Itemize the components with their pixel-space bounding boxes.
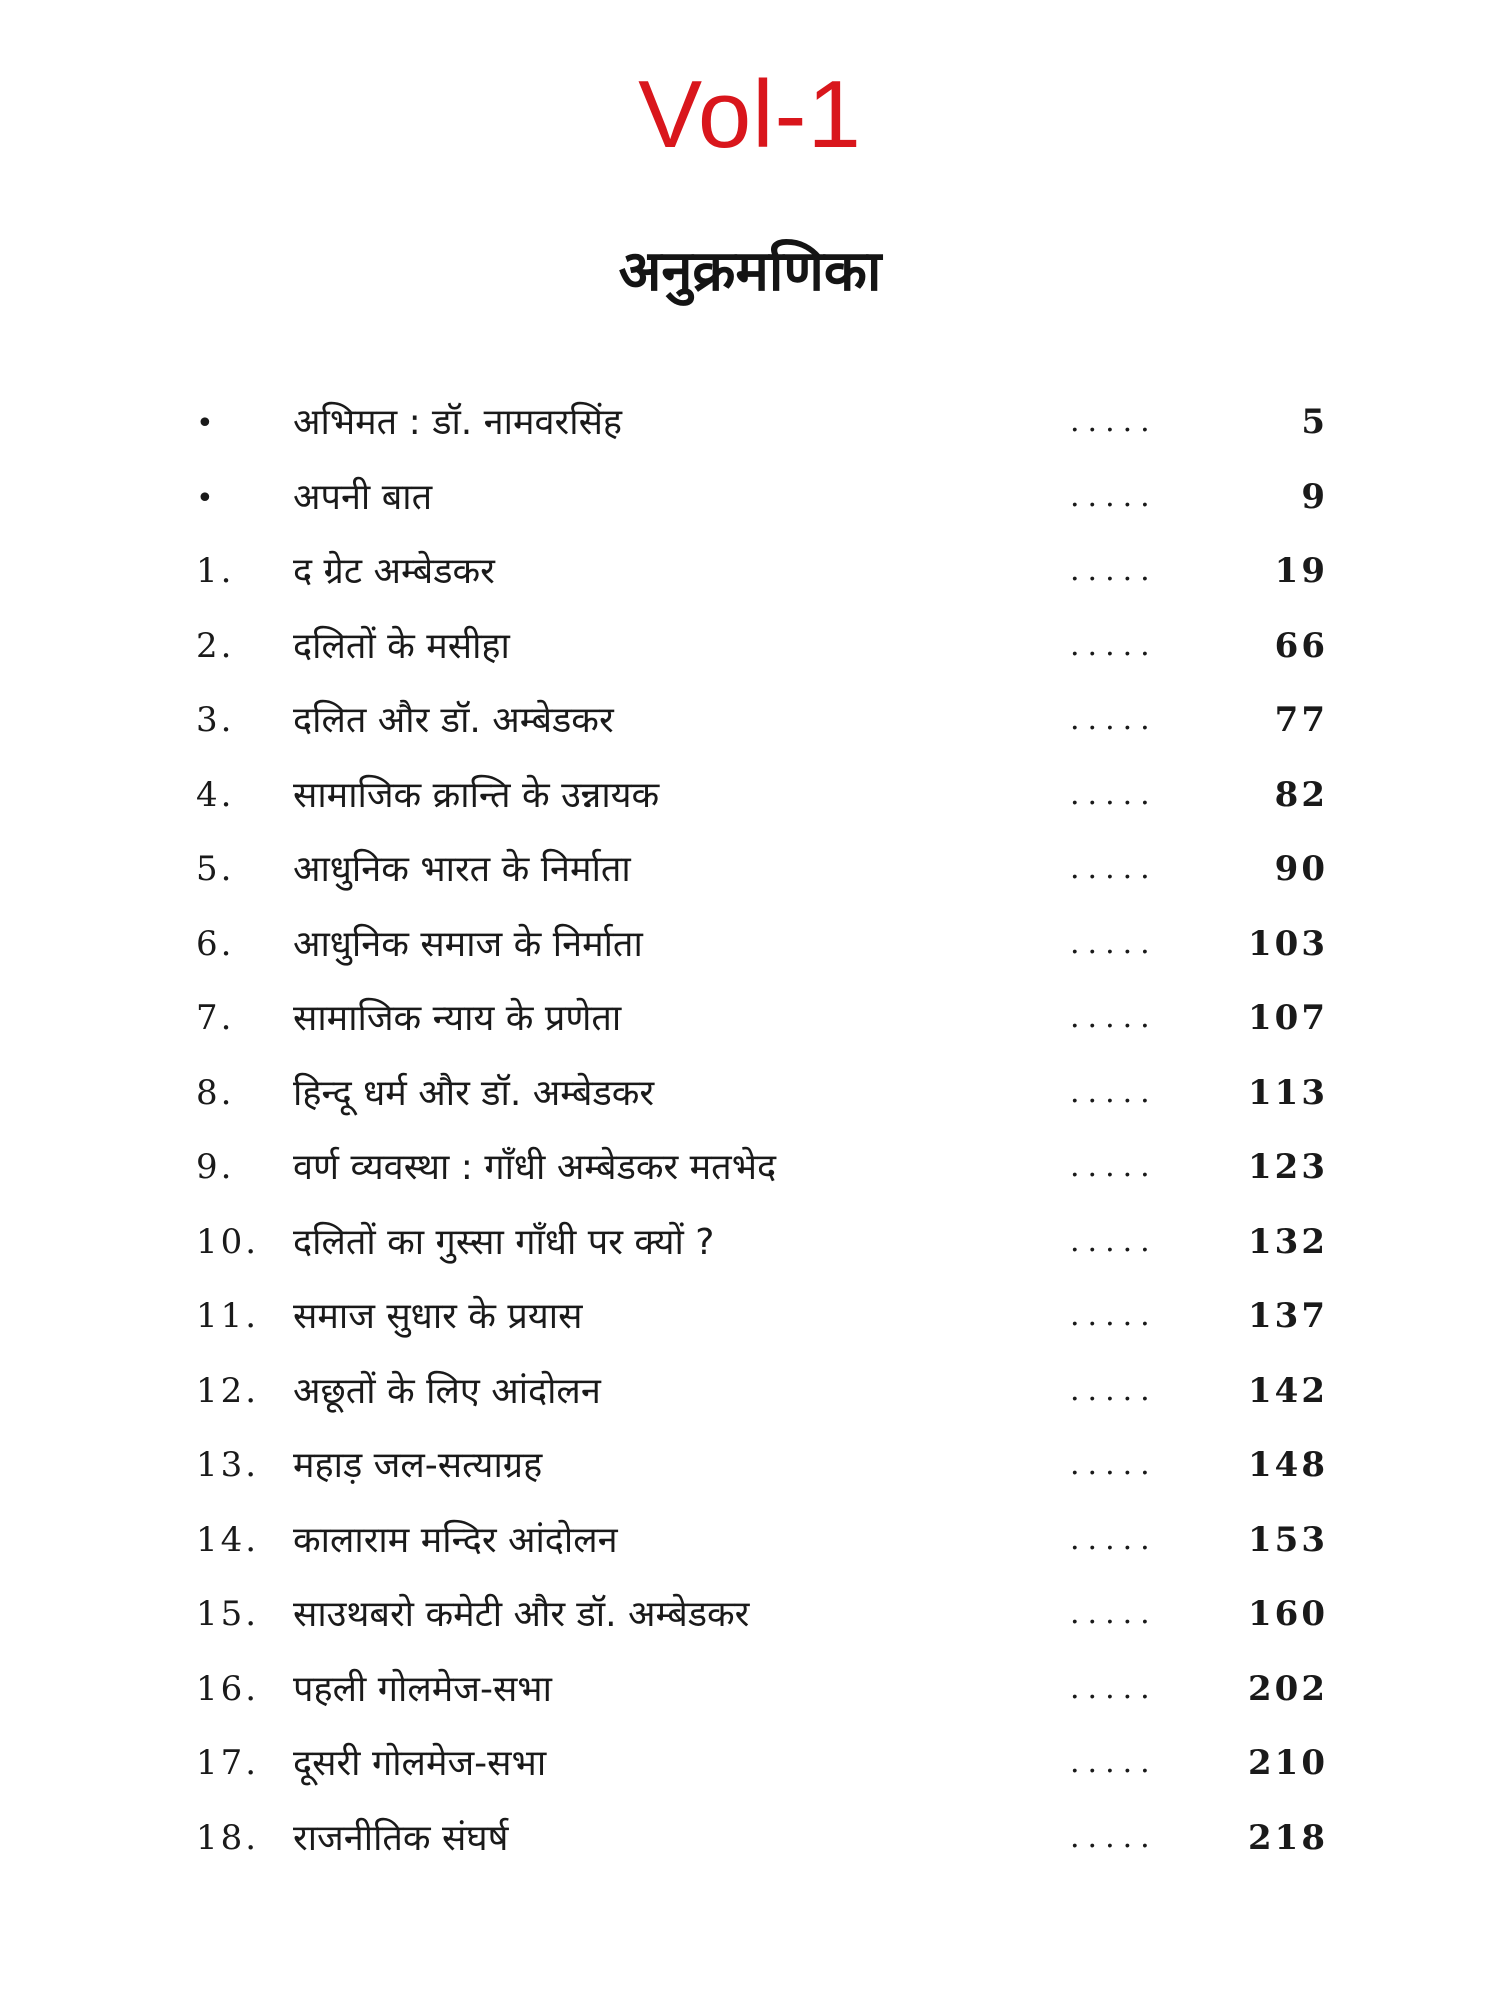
toc-entry-title: वर्ण व्यवस्था : गाँधी अम्बेडकर मतभेद: [293, 1147, 777, 1188]
toc-entry-number: 17.: [196, 1743, 260, 1783]
toc-entry-title: समाज सुधार के प्रयास: [293, 1296, 583, 1337]
toc-leader-dots: .....: [1070, 1149, 1158, 1184]
toc-entry-title: अभिमत : डॉ. नामवरसिंह: [293, 402, 623, 443]
toc-leader-dots: .....: [1070, 478, 1158, 514]
toc-entry: [0, 1508, 1500, 1583]
table-of-contents: [0, 390, 1500, 1880]
toc-entry-number: 12.: [196, 1370, 260, 1411]
toc-bullet: •: [196, 480, 217, 516]
toc-leader-dots: .....: [1070, 702, 1158, 737]
toc-leader-dots: .....: [1070, 1000, 1158, 1035]
toc-entry-title: साउथबरो कमेटी और डॉ. अम्बेडकर: [293, 1594, 750, 1635]
toc-entry-number: 8.: [196, 1072, 235, 1113]
toc-leader-dots: .....: [1070, 1074, 1158, 1110]
toc-leader-dots: .....: [1070, 1372, 1158, 1408]
toc-entry-title: दलित और डॉ. अम्बेडकर: [293, 700, 614, 741]
toc-entry-number: 3.: [196, 700, 235, 740]
toc-entry: [0, 1061, 1500, 1136]
toc-leader-dots: .....: [1070, 925, 1158, 961]
toc-entry-title: राजनीतिक संघर्ष: [293, 1817, 509, 1859]
toc-page-number: 113: [1248, 1072, 1328, 1113]
toc-entry: [0, 1731, 1500, 1806]
toc-entry: [0, 1806, 1500, 1881]
toc-entry-title: दलितों के मसीहा: [293, 625, 510, 667]
toc-leader-dots: .....: [1070, 1596, 1158, 1631]
toc-page-number: 137: [1248, 1296, 1328, 1336]
toc-entry-number: 1.: [196, 551, 235, 591]
toc-entry-number: 15.: [196, 1594, 260, 1634]
toc-leader-dots: .....: [1070, 553, 1158, 588]
toc-entry-title: सामाजिक क्रान्ति के उन्नायक: [293, 774, 660, 816]
toc-entry-title: अछूतों के लिए आंदोलन: [293, 1370, 601, 1412]
toc-entry-number: 2.: [196, 625, 235, 666]
toc-entry-title: आधुनिक समाज के निर्माता: [293, 923, 643, 965]
toc-entry-number: 9.: [196, 1147, 235, 1187]
toc-page-number: 210: [1248, 1743, 1328, 1783]
toc-entry-number: 14.: [196, 1519, 260, 1560]
toc-entry-number: 7.: [196, 998, 235, 1038]
toc-entry-title: दूसरी गोलमेज-सभा: [293, 1743, 547, 1784]
toc-leader-dots: .....: [1070, 1521, 1158, 1557]
toc-entry-number: 10.: [196, 1221, 260, 1262]
toc-entry-number: 13.: [196, 1445, 260, 1485]
toc-leader-dots: .....: [1070, 627, 1158, 663]
toc-leader-dots: .....: [1070, 851, 1158, 886]
toc-entry-title: हिन्दू धर्म और डॉ. अम्बेडकर: [293, 1072, 655, 1114]
toc-entry-title: द ग्रेट अम्बेडकर: [293, 551, 495, 592]
toc-entry-title: आधुनिक भारत के निर्माता: [293, 849, 631, 890]
toc-entry: [0, 1359, 1500, 1434]
toc-page-number: 202: [1248, 1668, 1328, 1709]
toc-entry-number: 11.: [196, 1296, 260, 1336]
toc-entry: [0, 1135, 1500, 1210]
toc-entry: [0, 688, 1500, 763]
toc-page-number: 66: [1274, 625, 1328, 666]
toc-page-number: 218: [1248, 1817, 1328, 1858]
toc-page-number: 153: [1248, 1519, 1328, 1560]
toc-entry: [0, 986, 1500, 1061]
toc-page-number: 123: [1248, 1147, 1328, 1187]
toc-leader-dots: .....: [1070, 1298, 1158, 1333]
toc-bullet: •: [196, 406, 217, 441]
toc-page-number: 77: [1274, 700, 1328, 740]
toc-entry-title: सामाजिक न्याय के प्रणेता: [293, 998, 622, 1039]
toc-entry: [0, 539, 1500, 614]
toc-entry: [0, 1210, 1500, 1285]
toc-entry-number: 18.: [196, 1817, 260, 1858]
toc-leader-dots: .....: [1070, 1447, 1158, 1482]
toc-entry-number: 5.: [196, 849, 235, 889]
toc-entry: [0, 1284, 1500, 1359]
toc-page-number: 5: [1301, 402, 1328, 442]
toc-entry-title: पहली गोलमेज-सभा: [293, 1668, 552, 1710]
toc-entry: [0, 614, 1500, 689]
toc-page-number: 132: [1248, 1221, 1328, 1262]
toc-entry: [0, 763, 1500, 838]
toc-leader-dots: .....: [1070, 1670, 1158, 1706]
toc-page-number: 90: [1274, 849, 1328, 889]
toc-leader-dots: .....: [1070, 1819, 1158, 1855]
volume-label: Vol-1: [638, 61, 862, 168]
toc-entry-number: 6.: [196, 923, 235, 964]
toc-page-number: 82: [1274, 774, 1328, 815]
toc-entry: [0, 912, 1500, 987]
toc-entry-title: दलितों का गुस्सा गाँधी पर क्यों ?: [293, 1221, 715, 1263]
toc-leader-dots: .....: [1070, 776, 1158, 812]
toc-page-number: 9: [1301, 476, 1328, 517]
toc-entry-title: अपनी बात: [293, 476, 433, 518]
toc-entry-title: महाड़ जल-सत्याग्रह: [293, 1445, 543, 1486]
toc-entry: [0, 465, 1500, 540]
toc-entry-title: कालाराम मन्दिर आंदोलन: [293, 1519, 618, 1561]
toc-leader-dots: .....: [1070, 1223, 1158, 1259]
toc-page-number: 142: [1248, 1370, 1328, 1411]
toc-entry: [0, 390, 1500, 465]
toc-page-number: 160: [1248, 1594, 1328, 1634]
toc-page-number: 19: [1274, 551, 1328, 591]
toc-entry-number: 4.: [196, 774, 235, 815]
toc-entry: [0, 1582, 1500, 1657]
toc-leader-dots: .....: [1070, 404, 1158, 439]
toc-entry-number: 16.: [196, 1668, 260, 1709]
toc-entry: [0, 1433, 1500, 1508]
toc-entry: [0, 837, 1500, 912]
toc-leader-dots: .....: [1070, 1745, 1158, 1780]
toc-page-number: 148: [1248, 1445, 1328, 1485]
page-title: अनुक्रमणिका: [618, 239, 882, 304]
toc-entry: [0, 1657, 1500, 1732]
toc-page-number: 103: [1248, 923, 1328, 964]
toc-page-number: 107: [1248, 998, 1328, 1038]
